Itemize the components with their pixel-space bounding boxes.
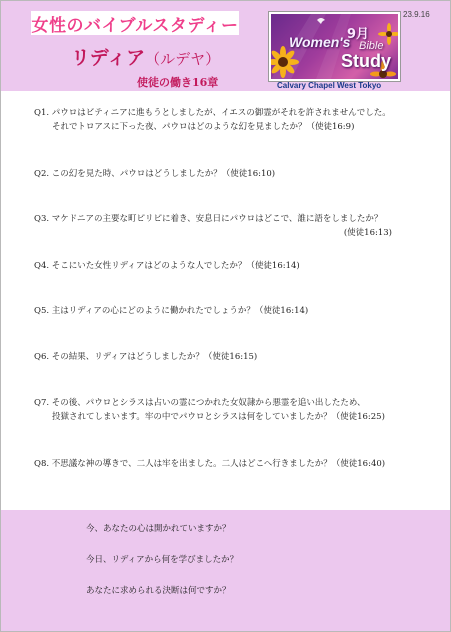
question-line: Q5. 主はリディアの心にどのように働かれたでしょうか？（使徒16:14) [34,306,309,316]
question-2 [34,167,439,181]
reflection-question-3: あなたに求められる決断は何ですか？ [86,586,231,596]
reflection-question-2: 今日、リディアから何を学びましたか？ [86,555,239,565]
date: 23.9.16 [403,10,430,19]
question-1 [34,106,439,134]
question-line: それでトロアスに下った夜、パウロはどのような幻を見ましたか？（使徒16:9) [52,122,355,132]
question-line: Q6. その結果、リディアはどうしましたか？（使徒16:15) [34,352,258,362]
question-3 [34,212,439,240]
question-line: Q1. パウロはビティニアに進もうとしましたが、イエスの御霊がそれを許されませんでした。 [34,108,391,118]
question-5 [34,304,439,318]
title-name: リディア [71,47,146,69]
question-line: (使徒16:13) [343,228,392,238]
reflection-footer [1,510,450,631]
question-7 [34,396,439,424]
question-6 [34,350,439,364]
logo-study-text: Study [341,51,392,71]
womens-bible-study-logo [269,12,400,81]
question-line: Q7. その後、パウロとシラスは占いの霊につかれた女奴隷から悪霊を追い出したため、 [34,398,366,408]
logo-bible-text: Bible [359,40,384,52]
question-4 [34,259,439,273]
reflection-question-1: 今、あなたの心は開かれていますか？ [86,524,231,534]
question-line: Q2. この幻を見た時、パウロはどうしましたか？（使徒16:10) [34,169,276,179]
series-title-box [31,11,239,35]
question-line: Q8. 不思議な神の導きで、二人は牢を出ました。二人はどこへ行きましたか？（使徒16:40) [34,459,386,469]
title-alt-name: （ルデヤ） [145,50,221,68]
question-line: Q4. そこにいた女性リディアはどのような人でしたか？（使徒16:14) [34,261,300,271]
logo-womens-text: Women's [289,34,351,50]
church-name: Calvary Chapel West Tokyo [277,81,382,90]
page-title [71,43,220,70]
header-band [1,1,450,91]
chapter-reference: 使徒の働き16章 [137,76,219,89]
series-title: 女性のバイブルスタディー [31,15,239,36]
question-8 [34,457,439,471]
logo-month-text: 9月 [347,27,370,42]
question-line: Q3. マケドニアの主要な町ピリピに着き、安息日にパウロはどこで、誰に語をしましたか？ [34,214,383,224]
question-line: 投獄されてしまいます。牢の中でパウロとシラスは何をしていましたか？（使徒16:25) [52,412,385,422]
